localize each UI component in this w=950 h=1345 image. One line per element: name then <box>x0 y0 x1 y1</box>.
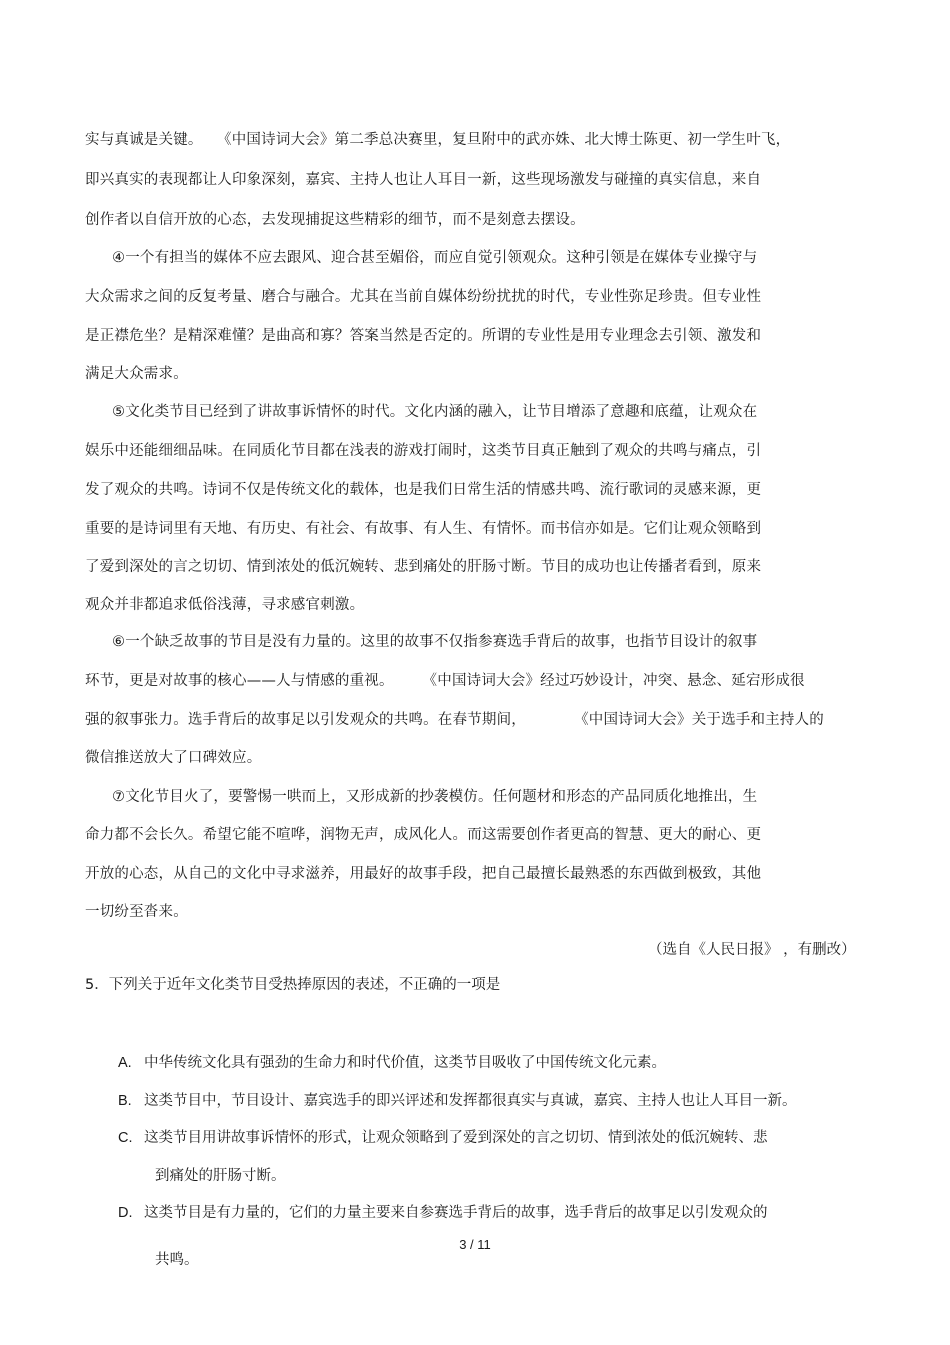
passage-line: 创作者以自信开放的心态，去发现捕捉这些精彩的细节，而不是刻意去摆设。 <box>85 212 585 228</box>
paragraph-5-first-line: ⑤文化类节目已经到了讲故事诉情怀的时代。文化内涵的融入，让节目增添了意趣和底蕴，让观众在 <box>112 404 758 420</box>
passage-line: 是正襟危坐？是精深难懂？是曲高和寡？答案当然是否定的。所谓的专业性是用专业理念去引领、激发和 <box>85 328 762 344</box>
paragraph-6-first-line: ⑥一个缺乏故事的节目是没有力量的。这里的故事不仅指参赛选手背后的故事，也指节目设计的叙事 <box>112 634 758 650</box>
option-letter: C. <box>118 1130 133 1146</box>
passage-line: 发了观众的共鸣。诗词不仅是传统文化的载体，也是我们日常生活的情感共鸣、流行歌词的灵感来源，更 <box>85 482 762 498</box>
option-text: 这类节目用讲故事诉情怀的形式，让观众领略到了爱到深处的言之切切、情到浓处的低沉婉转、悲 <box>144 1130 768 1146</box>
passage-line: 大众需求之间的反复考量、磨合与融合。尤其在当前自媒体纷纷扰扰的时代，专业性弥足珍贵。但专业性 <box>85 289 762 305</box>
option-text-continued: 共鸣。 <box>155 1252 199 1268</box>
passage-line: 环节，更是对故事的核心——人与情感的重视。 《中国诗词大会》经过巧妙设计，冲突、悬念、延宕形成很 <box>85 673 805 689</box>
source-citation: （选自《人民日报》 ，有删改） <box>648 942 856 958</box>
passage-line: 娱乐中还能细细品味。在同质化节目都在浅表的游戏打闹时，这类节目真正触到了观众的共鸣与痛点，引 <box>85 443 762 459</box>
passage-line: 了爱到深处的言之切切、情到浓处的低沉婉转、悲到痛处的肝肠寸断。节目的成功也让传播者看到，原来 <box>85 559 762 575</box>
option-letter: D. <box>118 1205 133 1221</box>
option-letter: B. <box>118 1093 132 1109</box>
passage-line: 观众并非都追求低俗浅薄，寻求感官刺激。 <box>85 597 365 613</box>
passage-line: 命力都不会长久。希望它能不喧哗，润物无声，成风化人。而这需要创作者更高的智慧、更大的耐心、更 <box>85 827 762 843</box>
passage-line: 实与真诚是关键。 《中国诗词大会》第二季总决赛里，复旦附中的武亦姝、北大博士陈更、初一学生叶飞， <box>85 132 791 148</box>
passage-line: 重要的是诗词里有天地、有历史、有社会、有故事、有人生、有情怀。而书信亦如是。它们让观众领略到 <box>85 521 762 537</box>
passage-line: 一切纷至沓来。 <box>85 904 188 920</box>
question-stem: 5．下列关于近年文化类节目受热捧原因的表述，不正确的一项是 <box>85 977 501 993</box>
option-letter: A. <box>118 1055 132 1071</box>
paragraph-7-first-line: ⑦文化节目火了，要警惕一哄而上，又形成新的抄袭模仿。任何题材和形态的产品同质化地推出，生 <box>112 789 758 805</box>
passage-line: 即兴真实的表现都让人印象深刻，嘉宾、主持人也让人耳目一新，这些现场激发与碰撞的真实信息，来自 <box>85 172 762 188</box>
option-text: 这类节目是有力量的，它们的力量主要来自参赛选手背后的故事，选手背后的故事足以引发观众的 <box>144 1205 768 1221</box>
passage-line: 开放的心态，从自己的文化中寻求滋养，用最好的故事手段，把自己最擅长最熟悉的东西做到极致，其他 <box>85 866 762 882</box>
passage-line: 满足大众需求。 <box>85 366 188 382</box>
passage-line: 强的叙事张力。选手背后的故事足以引发观众的共鸣。在春节期间， 《中国诗词大会》关于选手和主持人的 <box>85 712 824 728</box>
option-text: 中华传统文化具有强劲的生命力和时代价值，这类节目吸收了中国传统文化元素。 <box>144 1055 666 1071</box>
option-text: 这类节目中，节目设计、嘉宾选手的即兴评述和发挥都很真实与真诚，嘉宾、主持人也让人耳目一新。 <box>144 1093 797 1109</box>
passage-line: 微信推送放大了口碑效应。 <box>85 750 262 766</box>
page-number: 3 / 11 <box>459 1237 491 1252</box>
paragraph-4-first-line: ④一个有担当的媒体不应去跟风、迎合甚至媚俗，而应自觉引领观众。这种引领是在媒体专业操守与 <box>112 250 758 266</box>
option-text-continued: 到痛处的肝肠寸断。 <box>155 1168 286 1184</box>
